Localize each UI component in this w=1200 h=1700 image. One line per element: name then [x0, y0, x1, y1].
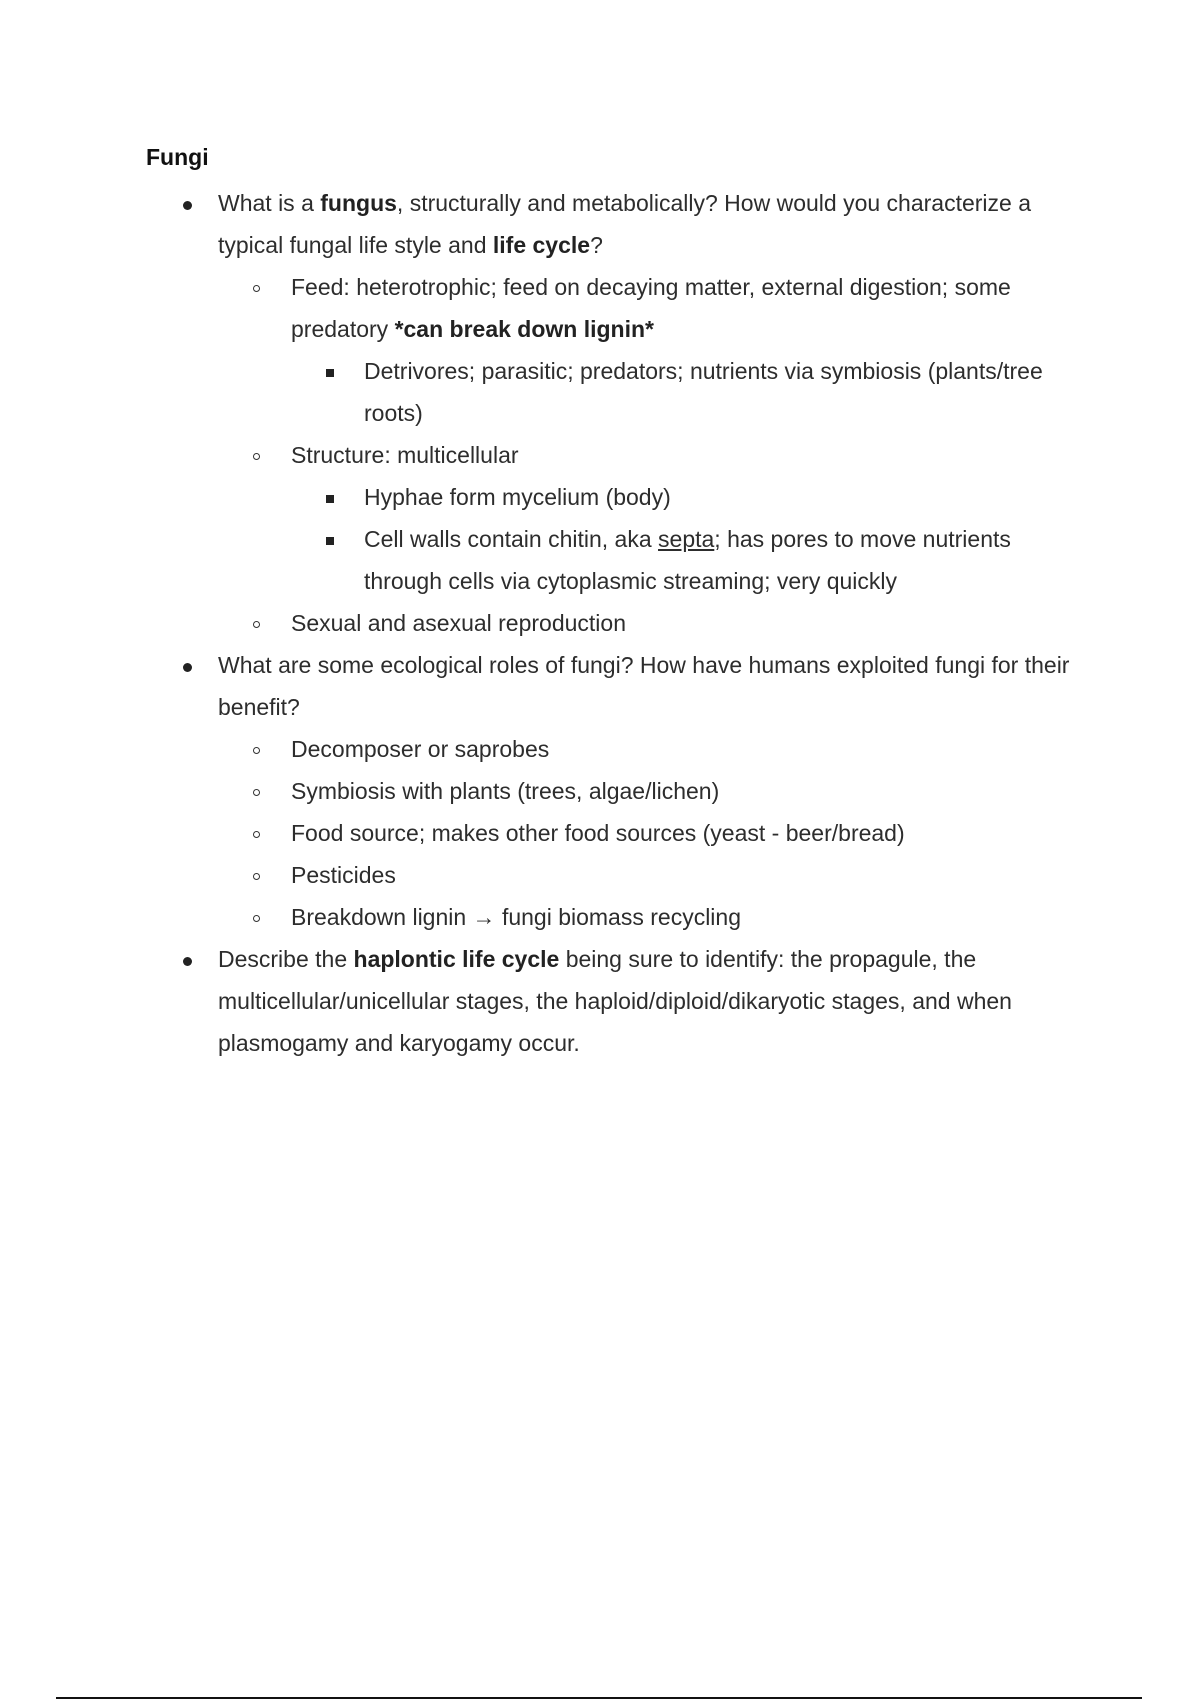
list-item: Decomposer or saprobes	[218, 728, 1086, 770]
question-3	[146, 938, 1086, 1064]
bullet-circle-icon	[253, 873, 260, 880]
bullet-circle-icon	[253, 789, 260, 796]
question-1-text: What is a fungus, structurally and metabolically? How would you characterize a typical fungal life style and life cycle?	[218, 190, 1031, 258]
question-list	[146, 182, 1086, 1064]
question-1	[146, 182, 1086, 644]
list-item: Pesticides	[218, 854, 1086, 896]
list-item: Food source; makes other food sources (yeast - beer/bread)	[218, 812, 1086, 854]
underlined-term: septa	[658, 526, 715, 552]
answer-reproduction: Sexual and asexual reproduction	[218, 602, 1086, 644]
feed-details	[291, 350, 1086, 434]
question-2-text: What are some ecological roles of fungi? How have humans exploited fungi for their benefit?	[218, 652, 1070, 720]
bullet-dot-icon	[183, 663, 192, 672]
question-1-answers	[218, 266, 1086, 644]
page-title: Fungi	[146, 144, 209, 170]
bullet-dot-icon	[183, 201, 192, 210]
list-item: Detrivores; parasitic; predators; nutrients via symbiosis (plants/tree roots)	[291, 350, 1086, 434]
question-2	[146, 644, 1086, 938]
bullet-dot-icon	[183, 957, 192, 966]
bullet-square-icon	[326, 495, 334, 503]
question-3-text: Describe the haplontic life cycle being sure to identify: the propagule, the multicellular/unicellular stages, the haploid/diploid/dikaryotic stages, and when plasmogamy and karyogamy occur.	[218, 946, 1012, 1056]
answer-structure: Structure: multicellular Hyphae form mycelium (body) Cell walls contain chitin, aka septa; has pores to move nutrients through cells via cytoplasmic streaming; very quickly	[218, 434, 1086, 602]
bullet-circle-icon	[253, 915, 260, 922]
bullet-circle-icon	[253, 747, 260, 754]
bullet-circle-icon	[253, 831, 260, 838]
bullet-circle-icon	[253, 453, 260, 460]
bullet-circle-icon	[253, 285, 260, 292]
bullet-circle-icon	[253, 621, 260, 628]
list-item: Hyphae form mycelium (body)	[291, 476, 1086, 518]
list-item: Breakdown lignin → fungi biomass recycling	[218, 896, 1086, 938]
question-2-answers	[218, 728, 1086, 938]
list-item: Cell walls contain chitin, aka septa; has pores to move nutrients through cells via cytoplasmic streaming; very quickly	[291, 518, 1086, 602]
page-bottom-divider	[56, 1697, 1142, 1699]
bullet-square-icon	[326, 369, 334, 377]
structure-details	[291, 476, 1086, 602]
bullet-square-icon	[326, 537, 334, 545]
answer-feed: Feed: heterotrophic; feed on decaying matter, external digestion; some predatory *can break down lignin* Detrivores; parasitic; predators; nutrients via symbiosis (plants/tree roots)	[218, 266, 1086, 434]
list-item: Symbiosis with plants (trees, algae/lichen)	[218, 770, 1086, 812]
